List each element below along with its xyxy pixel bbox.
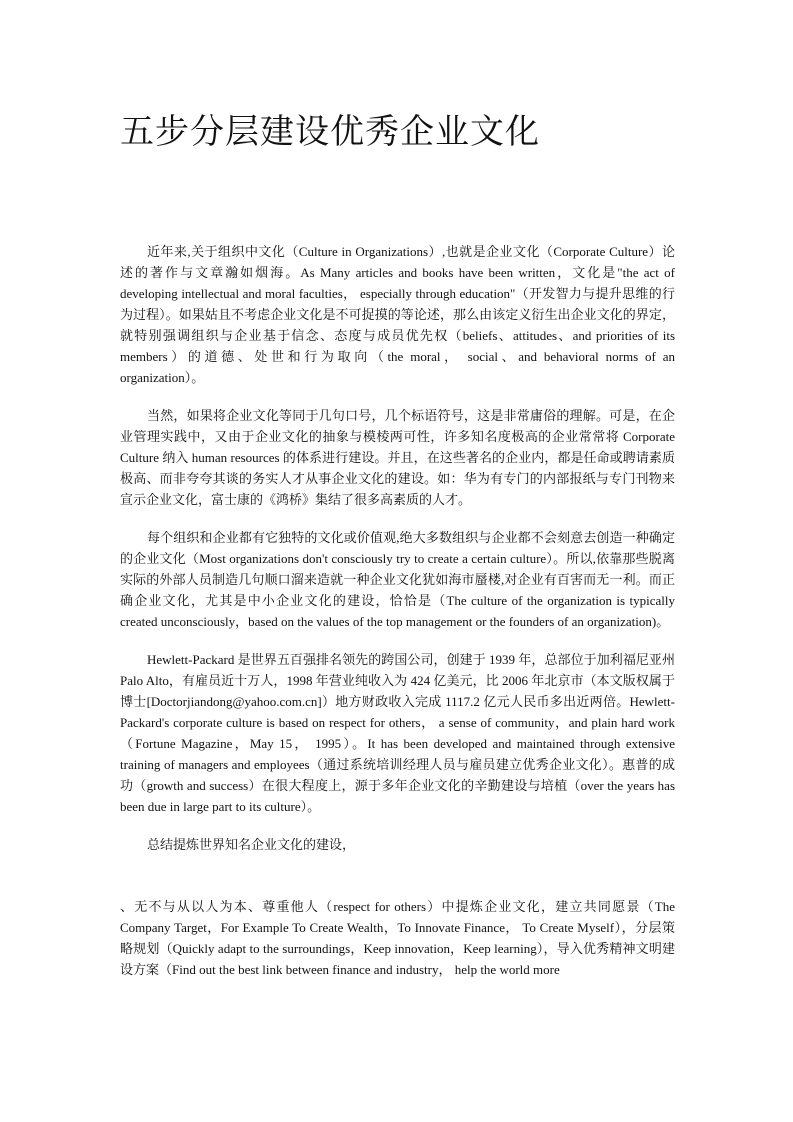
paragraph-corporate-culture-definition: 近年来,关于组织中文化（Culture in Organizations）,也就是企业文化（Corporate Culture）论述的著作与文章瀚如烟海。As Many articles and books have been written，文化是"the act of developing intellectual and moral faculties， especially through education"（开发智力与提升思维的行为过程）。如果姑且不考虑企业文化是不可捉摸的等论述，那么由该定义衍生出企业文化的界定，就特别强调组织与企业基于信念、态度与成员优先权（beliefs、attitudes、and priorities of its members）的道德、处世和行为取向（the moral， social、and behavioral norms of an organization）。 [120,244,675,385]
paragraph-summary-intro: 总结提炼世界知名企业文化的建设， [147,837,356,852]
paragraph-people-oriented: 、无不与从以人为本、尊重他人（respect for others）中提炼企业文化，建立共同愿景（The Company Target，For Example To Create Wealth，To Innovate Finance， To Create Myself），分层策略规划（Quickly adapt to the surroundings，Keep innovation，Keep learning），导入优秀精神文明建设方案（Find out the best link between finance and industry， help the world more [120,899,675,977]
document-body [120,241,675,997]
paragraph-unique-values: 每个组织和企业都有它独特的文化或价值观,绝大多数组织与企业都不会刻意去创造一种确定的企业文化（Most organizations don't consciously try to create a certain culture）。所以,依靠那些脱离实际的外部人员制造几句顺口溜来造就一种企业文化犹如海市蜃楼,对企业有百害而无一利。而正确企业文化，尤其是中小企业文化的建设，恰恰是（The culture of the organization is typically created unconsciously，based on the values of the top management or the founders of an organization)。 [120,530,675,629]
paragraph-spacer [120,872,675,896]
paragraph-culture-slogans: 当然，如果将企业文化等同于几句口号，几个标语符号，这是非常庸俗的理解。可是，在企业管理实践中，又由于企业文化的抽象与模棱两可性，许多知名度极高的企业常常将 Corporate Culture 纳入 human resources 的体系进行建设。并且，在这些著名的企业内，都是任命或聘请素质极高、而非夸夸其谈的务实人才从事企业文化的建设。如：华为有专门的内部报纸与专门刊物来宣示企业文化，富士康的《鸿桥》集结了很多高素质的人才。 [120,408,675,507]
document-title: 五步分层建设优秀企业文化 [120,112,540,152]
paragraph-hewlett-packard: Hewlett-Packard 是世界五百强排名领先的跨国公司，创建于 1939 年，总部位于加利福尼亚州 Palo Alto，有雇员近十万人，1998 年营业纯收入为 424 亿美元，比 2006 年北京市（本文版权属于博士[Doctorjiandong@yahoo.com.cn]）地方财政收入完成 1117.2 亿元人民币多出近两倍。Hewlett-Packard's corporate culture is based on respect for others， a sense of community，and plain hard work（Fortune Magazine，May 15， 1995）。It has been developed and maintained through extensive training of managers and employees（通过系统培训经理人员与雇员建立优秀企业文化）。惠普的成功（growth and success）在很大程度上，源于多年企业文化的辛勤建设与培植（over the years has been due in large part to its culture）。 [120,652,675,814]
